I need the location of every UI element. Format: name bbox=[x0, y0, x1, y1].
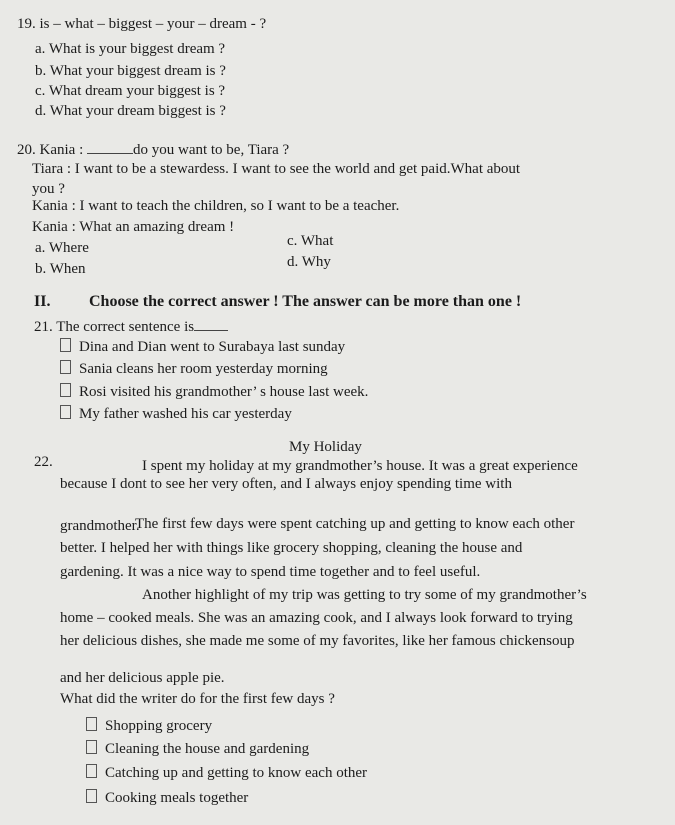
q22-option-4[interactable] bbox=[86, 789, 248, 807]
passage-line: because I dont to see her very often, and I always enjoy spending time with bbox=[60, 476, 512, 492]
checkbox[interactable] bbox=[86, 789, 97, 803]
q22-number: 22. bbox=[34, 454, 53, 470]
q20-option-d[interactable]: d. Why bbox=[287, 254, 331, 270]
q20-line5: Kania : What an amazing dream ! bbox=[32, 219, 235, 235]
checkbox[interactable] bbox=[86, 764, 97, 778]
q20-option-c[interactable]: c. What bbox=[287, 233, 334, 249]
q20-line1-rest: do you want to be, Tiara ? bbox=[132, 142, 290, 158]
q22-option-4-label: Cooking meals together bbox=[105, 790, 249, 806]
q20-speaker-kania: 20. Kania : bbox=[17, 142, 87, 158]
q22-option-1[interactable] bbox=[86, 717, 212, 735]
passage-line: I spent my holiday at my grandmother’s house. It was a great experience bbox=[142, 458, 578, 474]
checkbox[interactable] bbox=[60, 338, 71, 352]
q21-option-3[interactable] bbox=[60, 383, 368, 401]
checkbox[interactable] bbox=[86, 740, 97, 754]
q22-option-3-label: Catching up and getting to know each other bbox=[105, 765, 368, 781]
q21-stem bbox=[34, 318, 228, 336]
q22-option-2-label: Cleaning the house and gardening bbox=[105, 741, 310, 757]
q21-option-1-label: Dina and Dian went to Surabaya last sunday bbox=[79, 339, 346, 355]
q21-option-3-label: Rosi visited his grandmother’ s house last week. bbox=[79, 384, 369, 400]
q19-option-b[interactable]: b. What your biggest dream is ? bbox=[35, 63, 226, 79]
q22-title: My Holiday bbox=[289, 439, 362, 455]
q21-stem-text: 21. The correct sentence is bbox=[34, 319, 195, 335]
q22-option-1-label: Shopping grocery bbox=[105, 718, 213, 734]
passage-line: gardening. It was a nice way to spend time together and to feel useful. bbox=[60, 564, 481, 580]
checkbox[interactable] bbox=[60, 383, 71, 397]
section-number: II. bbox=[34, 293, 51, 310]
passage-line: Another highlight of my trip was getting to try some of my grandmother’s bbox=[142, 587, 587, 603]
passage-line: her delicious dishes, she made me some of my favorites, like her famous chickensoup bbox=[60, 633, 575, 649]
q22-option-3[interactable] bbox=[86, 764, 367, 782]
q20-line1 bbox=[17, 141, 289, 159]
q19-stem: 19. is – what – biggest – your – dream - ? bbox=[17, 16, 267, 32]
checkbox[interactable] bbox=[60, 405, 71, 419]
q19-option-c[interactable]: c. What dream your biggest is ? bbox=[35, 83, 226, 99]
q21-option-4-label: My father washed his car yesterday bbox=[79, 406, 292, 422]
q20-answer-blank[interactable] bbox=[87, 143, 133, 154]
q22-option-2[interactable] bbox=[86, 740, 309, 758]
passage-line: The first few days were spent catching up and getting to know each other bbox=[135, 516, 575, 532]
q21-option-4[interactable] bbox=[60, 405, 292, 423]
q22-question: What did the writer do for the first few days ? bbox=[60, 691, 335, 707]
q20-option-a[interactable]: a. Where bbox=[35, 240, 89, 256]
q21-blank bbox=[194, 320, 228, 331]
q20-line3: you ? bbox=[32, 181, 65, 197]
q21-option-2-label: Sania cleans her room yesterday morning bbox=[79, 361, 328, 377]
q20-option-b[interactable]: b. When bbox=[35, 261, 86, 277]
section-heading: Choose the correct answer ! The answer can be more than one ! bbox=[89, 293, 522, 310]
passage-line: better. I helped her with things like grocery shopping, cleaning the house and bbox=[60, 540, 523, 556]
q20-line4: Kania : I want to teach the children, so I want to be a teacher. bbox=[32, 198, 400, 214]
q21-option-1[interactable] bbox=[60, 338, 345, 356]
q19-option-d[interactable]: d. What your dream biggest is ? bbox=[35, 103, 226, 119]
q19-option-a[interactable]: a. What is your biggest dream ? bbox=[35, 41, 226, 57]
passage-line: home – cooked meals. She was an amazing cook, and I always look forward to trying bbox=[60, 610, 573, 626]
q20-line2: Tiara : I want to be a stewardess. I want to see the world and get paid.What about bbox=[32, 161, 521, 177]
q21-option-2[interactable] bbox=[60, 360, 328, 378]
passage-line: and her delicious apple pie. bbox=[60, 670, 225, 686]
checkbox[interactable] bbox=[86, 717, 97, 731]
passage-line: grandmother. bbox=[60, 518, 140, 534]
checkbox[interactable] bbox=[60, 360, 71, 374]
